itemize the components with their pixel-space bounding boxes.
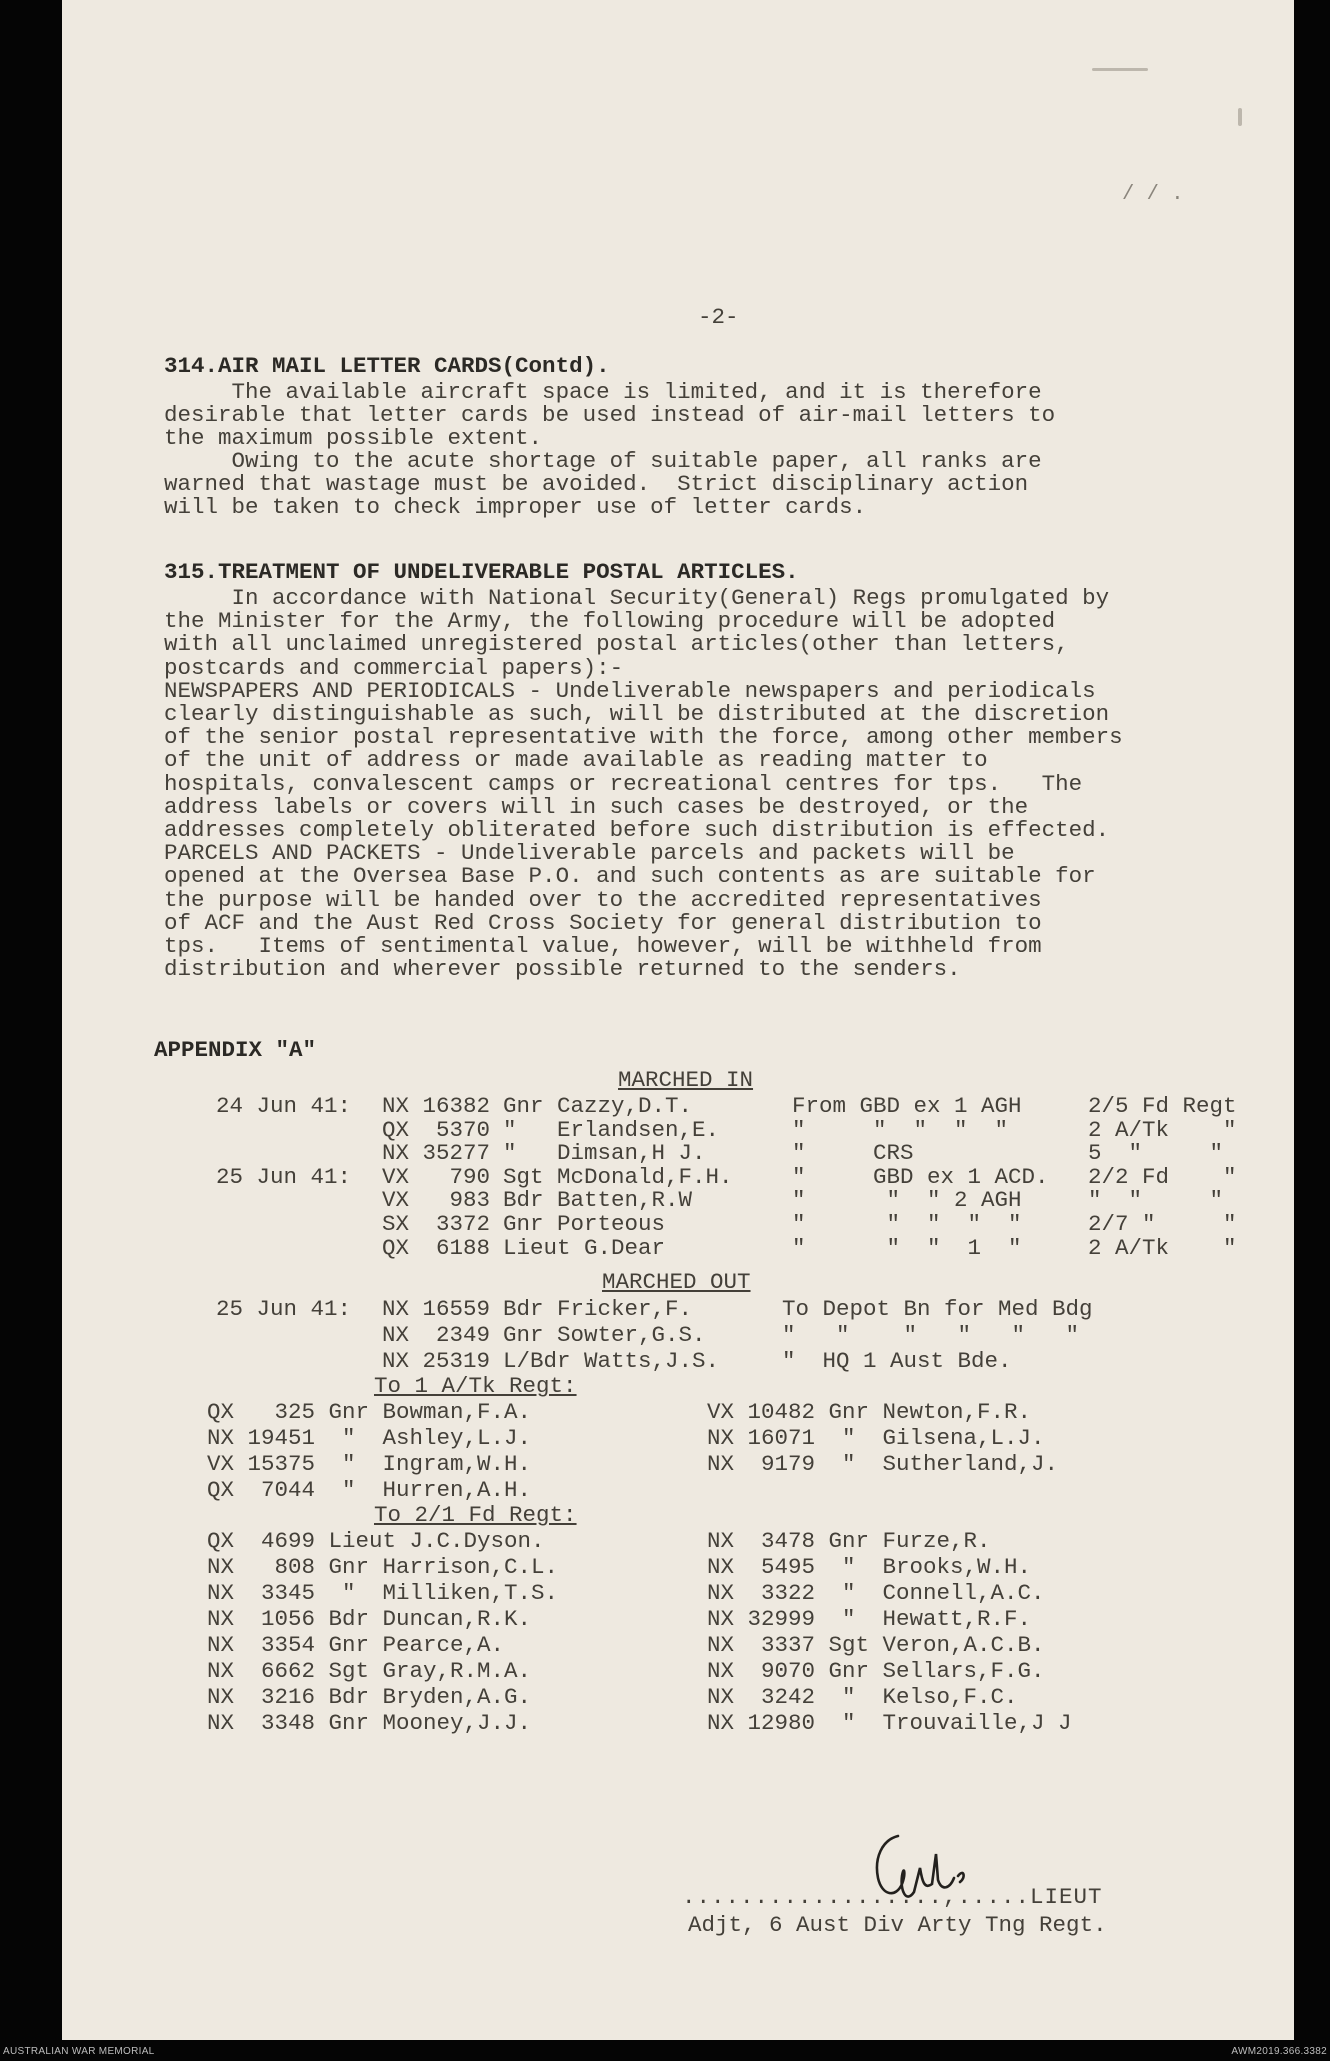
mo-rank-name: Gnr Sowter,G.S. [503,1322,706,1348]
to-2-1-fd-heading: To 2/1 Fd Regt: [374,1502,577,1528]
footer-accession-number: AWM2019.366.3382 [1231,2046,1327,2057]
roll-entry: NX 3345 " Milliken,T.S. [207,1580,559,1606]
roll-entry: QX 7044 " Hurren,A.H. [207,1477,532,1503]
mi-date: 25 Jun 41: [216,1163,352,1190]
mi-service-number: VX 983 [382,1187,491,1214]
mi-rank-name: Gnr Porteous [503,1211,666,1237]
mi-origin: " " " 2 AGH [792,1187,1022,1214]
text-line: the Minister for the Army, the following procedure will be adopted [164,608,1056,635]
mi-service-number: NX 35277 [382,1140,491,1167]
mi-origin: " GBD ex 1 ACD. [792,1163,1049,1190]
mo-service-number: NX 25319 [382,1348,491,1374]
text-line: postcards and commercial papers):- [164,654,624,681]
mi-service-number: VX 790 [382,1163,491,1190]
signature-line: ..................,.....LIEUT [682,1884,1103,1910]
mi-service-number: NX 16382 [382,1093,491,1119]
text-line: the purpose will be handed over to the accredited representatives [164,886,1042,913]
page-number: -2- [698,304,739,330]
roll-entry: NX 32999 " Hewatt,R.F. [707,1606,1032,1632]
roll-entry: NX 3242 " Kelso,F.C. [707,1684,1018,1710]
mi-origin: " " " " " [792,1116,1009,1143]
signature-title: Adjt, 6 Aust Div Arty Tng Regt. [688,1912,1107,1938]
mi-rank-name: " Erlandsen,E. [503,1116,720,1143]
mi-origin: " " " " " [792,1211,1022,1237]
mi-destination: 2/7 " " [1088,1211,1237,1237]
mi-service-number: QX 5370 [382,1116,491,1143]
roll-entry: NX 9179 " Sutherland,J. [707,1451,1059,1477]
footer-institution: AUSTRALIAN WAR MEMORIAL [3,2046,155,2057]
text-line: warned that wastage must be avoided. Strict disciplinary action [164,471,1029,497]
mi-origin: From GBD ex 1 AGH [792,1093,1022,1119]
mi-date: 24 Jun 41: [216,1093,352,1119]
mo-service-number: NX 2349 [382,1322,491,1348]
mi-rank-name: Sgt McDonald,F.H. [503,1163,733,1190]
mo-date: 25 Jun 41: [216,1296,352,1322]
roll-entry: NX 16071 " Gilsena,L.J. [707,1425,1045,1451]
mi-rank-name: Bdr Batten,R.W [503,1187,693,1214]
marched-out-heading: MARCHED OUT [602,1269,751,1295]
mi-destination: 2/5 Fd Regt [1088,1093,1237,1119]
mi-destination: 2 A/Tk " [1088,1234,1237,1261]
text-line: address labels or covers will in such cases be destroyed, or the [164,793,1029,820]
appendix-heading: APPENDIX "A" [154,1037,317,1063]
mi-destination: " " " [1088,1187,1224,1214]
roll-entry: QX 4699 Lieut J.C.Dyson. [207,1528,545,1554]
staple-mark [1092,68,1148,71]
text-line: PARCELS AND PACKETS - Undeliverable parcels and packets will be [164,840,1015,867]
roll-entry: VX 15375 " Ingram,W.H. [207,1451,532,1477]
mi-origin: " " " 1 " [792,1234,1022,1261]
roll-entry: NX 3354 Gnr Pearce,A. [207,1632,505,1658]
roll-entry: NX 9070 Gnr Sellars,F.G. [707,1658,1045,1684]
text-line: distribution and wherever possible returned to the senders. [164,956,961,983]
text-line: desirable that letter cards be used instead of air-mail letters to [164,402,1056,428]
marched-in-heading: MARCHED IN [618,1067,754,1093]
mi-service-number: QX 6188 [382,1234,491,1261]
text-line: tps. Items of sentimental value, however, will be withheld from [164,933,1042,959]
text-line: of the unit of address or made available as reading matter to [164,747,988,774]
text-line: In accordance with National Security(General) Regs promulgated by [164,585,1110,611]
mi-service-number: SX 3372 [382,1211,491,1237]
mi-origin: " CRS [792,1140,914,1167]
roll-entry: NX 3337 Sgt Veron,A.C.B. [707,1632,1045,1658]
text-line: with all unclaimed unregistered postal articles(other than letters, [164,631,1069,658]
text-line: of the senior postal representative with the force, among other members [164,724,1123,751]
roll-entry: NX 3322 " Connell,A.C. [707,1580,1045,1606]
mo-rank-name: L/Bdr Watts,J.S. [503,1348,720,1374]
text-line: clearly distinguishable as such, will be distributed at the discretion [164,701,1110,727]
roll-entry: NX 3478 Gnr Furze,R. [707,1528,991,1554]
document-page [62,0,1294,2040]
mi-destination: 2/2 Fd " [1088,1163,1237,1190]
para-314-heading: 314.AIR MAIL LETTER CARDS(Contd). [164,353,610,379]
para-315-heading: 315.TREATMENT OF UNDELIVERABLE POSTAL ARTICLES. [164,559,799,585]
text-line: NEWSPAPERS AND PERIODICALS - Undeliverable newspapers and periodicals [164,677,1096,704]
text-line: addresses completely obliterated before such distribution is effected. [164,817,1110,843]
roll-entry: NX 19451 " Ashley,L.J. [207,1425,532,1451]
mi-rank-name: Lieut G.Dear [503,1234,666,1261]
signature-text: Gul/c [863,1828,870,1831]
mi-destination: 2 A/Tk " [1088,1116,1237,1143]
roll-entry: NX 3348 Gnr Mooney,J.J. [207,1710,532,1736]
roll-entry: NX 1056 Bdr Duncan,R.K. [207,1606,532,1632]
mi-rank-name: Gnr Cazzy,D.T. [503,1093,693,1119]
roll-entry: NX 808 Gnr Harrison,C.L. [207,1554,559,1580]
text-line: hospitals, convalescent camps or recreational centres for tps. The [164,770,1083,797]
roll-entry: NX 5495 " Brooks,W.H. [707,1554,1032,1580]
mo-destination: " HQ 1 Aust Bde. [782,1348,1012,1374]
mo-destination: To Depot Bn for Med Bdg [782,1296,1093,1322]
to-1-atk-heading: To 1 A/Tk Regt: [374,1373,577,1399]
mo-rank-name: Bdr Fricker,F. [503,1296,693,1322]
roll-entry: NX 6662 Sgt Gray,R.M.A. [207,1658,532,1684]
staple-mark [1238,108,1242,126]
roll-entry: VX 10482 Gnr Newton,F.R. [707,1399,1032,1425]
mi-rank-name: " Dimsan,H J. [503,1140,706,1167]
text-line: Owing to the acute shortage of suitable paper, all ranks are [164,448,1042,474]
text-line: will be taken to check improper use of letter cards. [164,494,867,520]
mo-destination: " " " " " " [782,1322,1080,1348]
roll-entry: QX 325 Gnr Bowman,F.A. [207,1399,532,1425]
mo-service-number: NX 16559 [382,1296,491,1322]
text-line: of ACF and the Aust Red Cross Society for general distribution to [164,909,1042,936]
corner-marks: / / . [1122,183,1184,206]
roll-entry: NX 3216 Bdr Bryden,A.G. [207,1684,532,1710]
text-line: The available aircraft space is limited, and it is therefore [164,379,1042,405]
text-line: the maximum possible extent. [164,425,543,451]
roll-entry: NX 12980 " Trouvaille,J J [707,1710,1072,1736]
text-line: opened at the Oversea Base P.O. and such contents as are suitable for [164,863,1096,890]
mi-destination: 5 " " [1088,1140,1224,1167]
